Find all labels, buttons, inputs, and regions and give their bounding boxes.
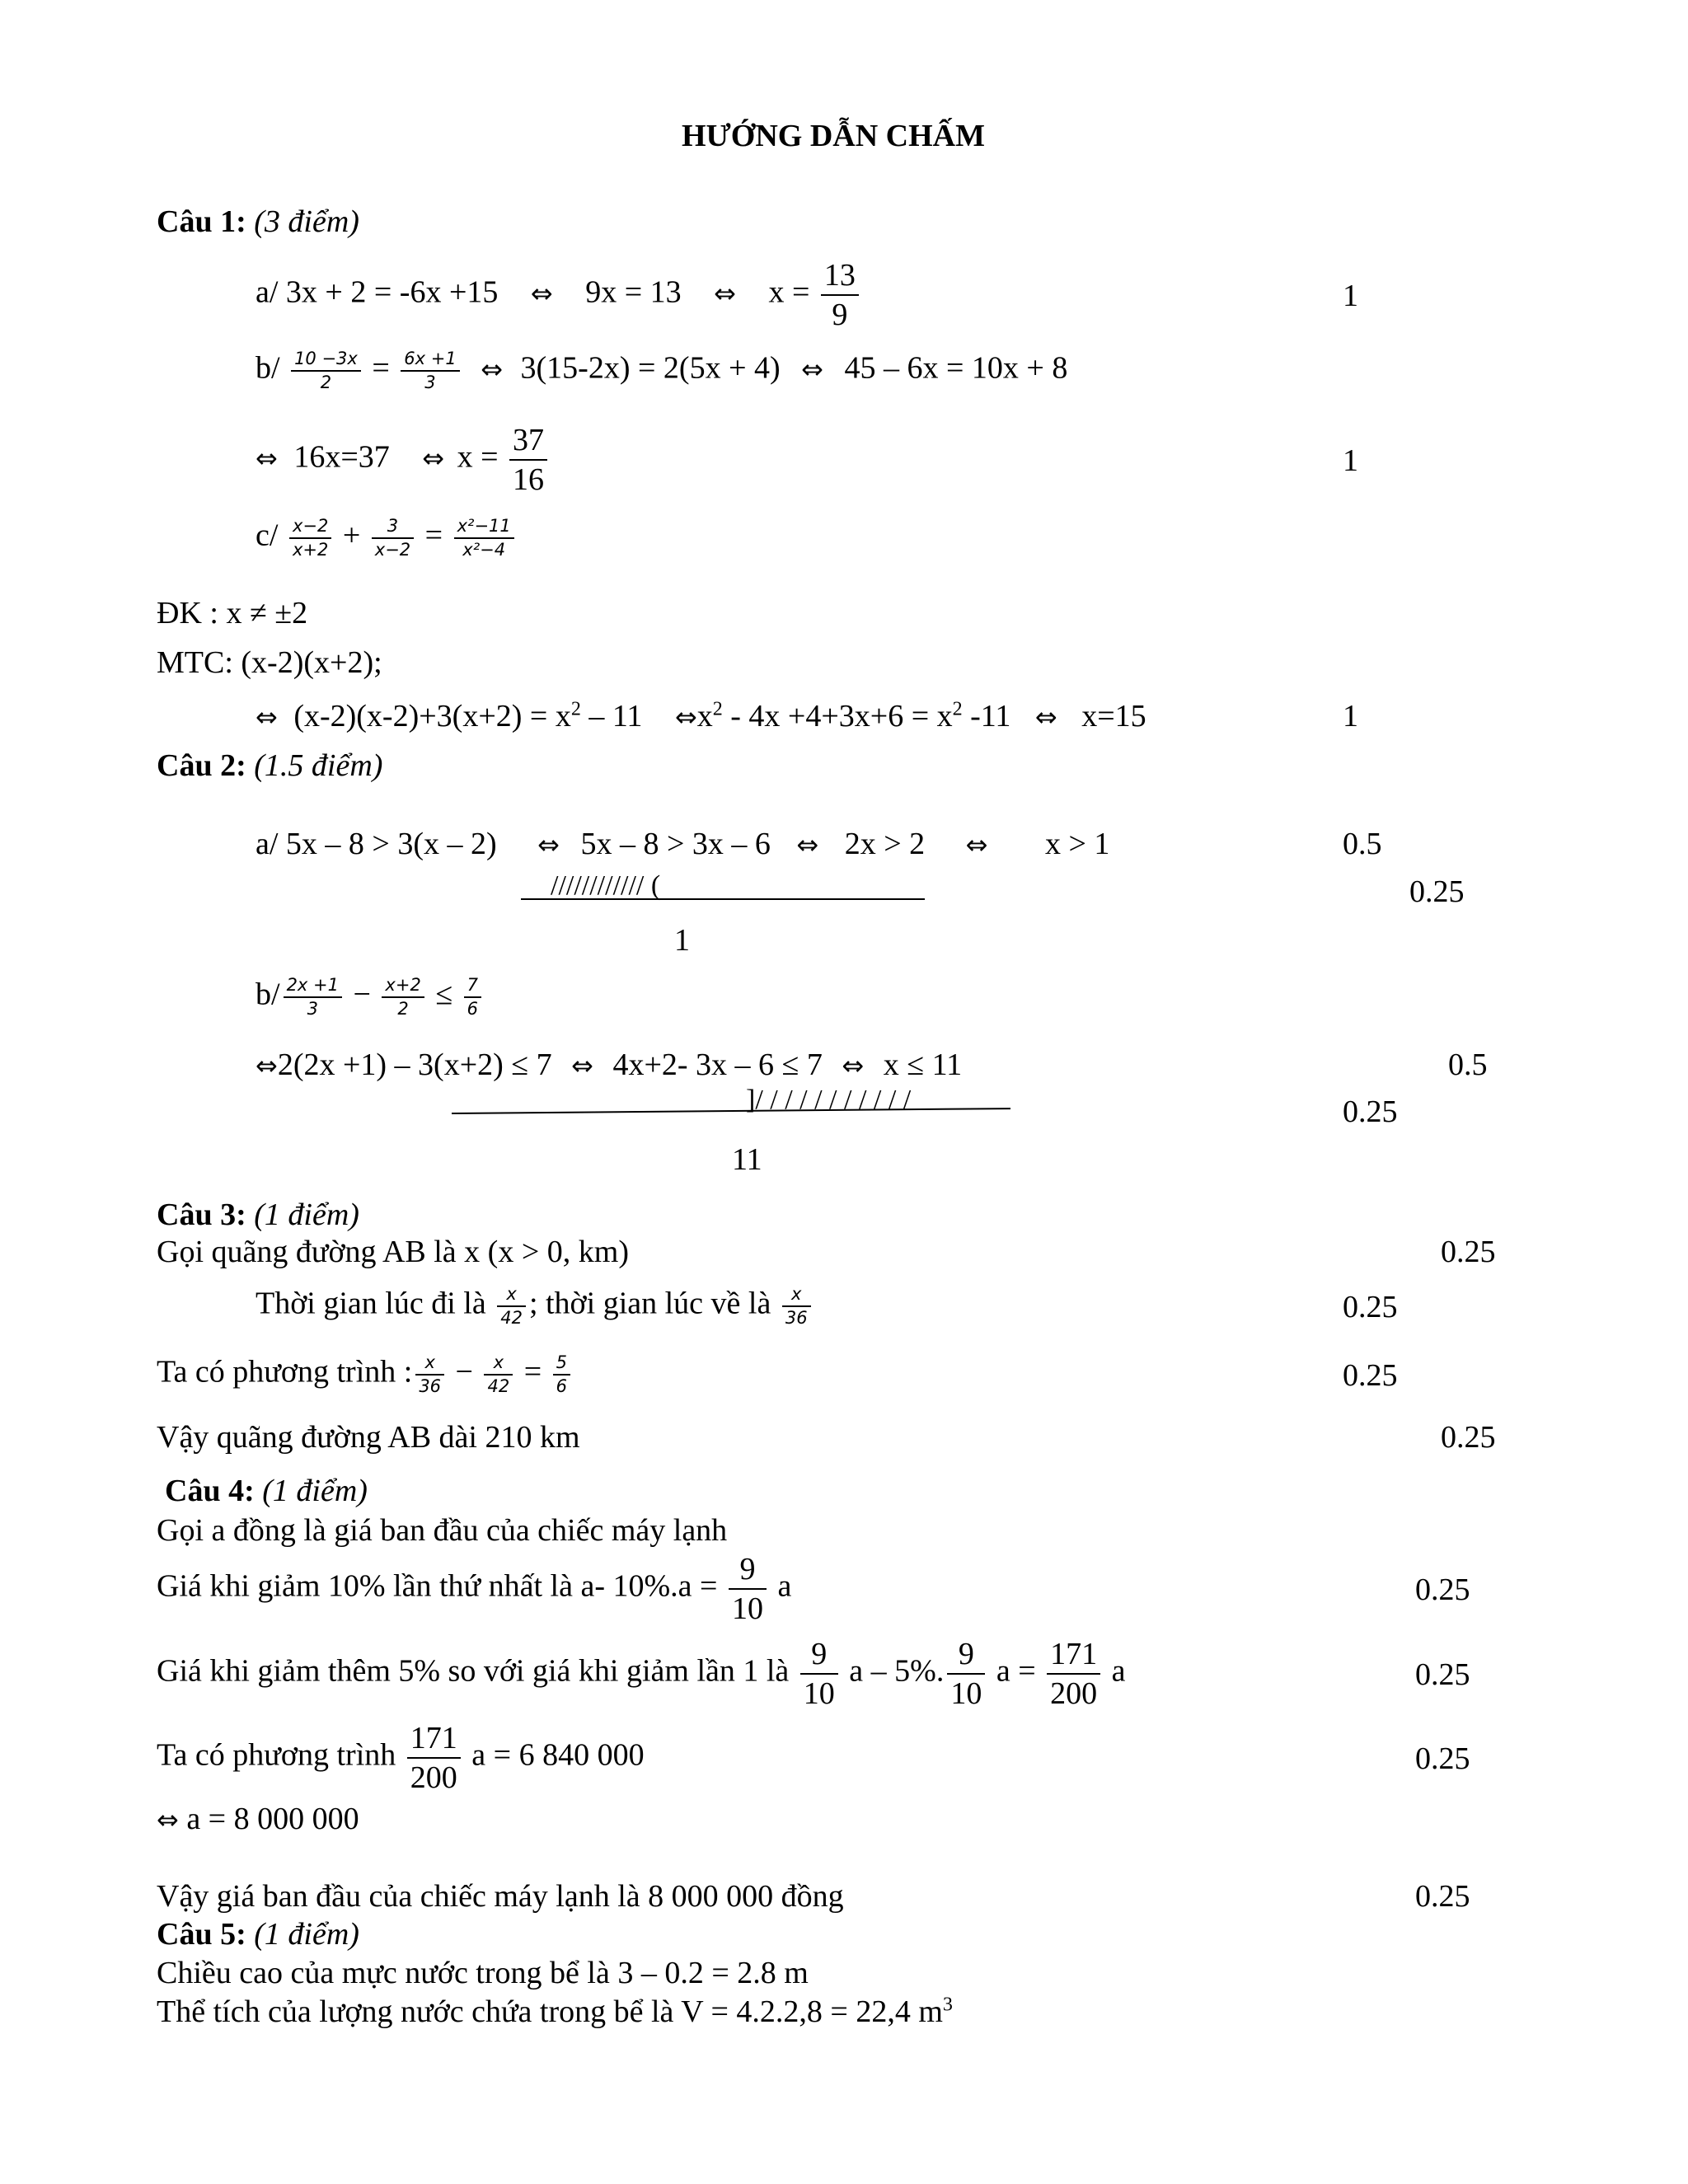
- q2-a-text2: 5x – 8 > 3x – 6: [580, 827, 771, 861]
- le-sign: ≤: [435, 977, 453, 1012]
- score-q4-3: 0.25: [1415, 1657, 1470, 1692]
- equivalence-arrow-icon: ⇔: [256, 701, 278, 733]
- q4-heading: [165, 1475, 368, 1507]
- number-line-tick-label: 1: [674, 923, 690, 958]
- q1-b-prefix: b/: [256, 350, 280, 386]
- equivalence-arrow-icon: ⇔: [256, 1050, 278, 1081]
- q2-a-line: [256, 828, 1109, 860]
- equivalence-arrow-icon: ⇔: [842, 1050, 865, 1081]
- q1-b2-text2: x =: [457, 439, 499, 475]
- q1-condition: ĐK : x ≠ ±2: [157, 596, 308, 630]
- q1-b2-line: [256, 424, 551, 495]
- q3-line-3: Ta có phương trình : $\frac{x}{36}$ − $\frac{x}{42}$ = $\frac{5}{6}$: [157, 1354, 574, 1395]
- fraction: $\frac{\text{x²−11}}{\text{x²−4}}$: [454, 518, 514, 559]
- q2-a-text3: 2x > 2: [844, 827, 926, 861]
- q2-b-line: [256, 977, 485, 1018]
- score-q1-a: 1: [1343, 279, 1358, 313]
- score-q2-a: 0.5: [1343, 827, 1382, 861]
- minus-sign: −: [353, 977, 371, 1012]
- q4-line-5: ⇔ a = 8 000 000: [157, 1802, 359, 1836]
- equivalence-arrow-icon: ⇔: [801, 353, 823, 385]
- fraction: $\frac{x+2}{2}$: [382, 977, 424, 1018]
- q1-b2-text1: 16x=37: [293, 439, 390, 475]
- q1-a-line: [256, 260, 862, 330]
- q2-a-text4: x > 1: [1044, 827, 1110, 861]
- score-q1-c: 1: [1343, 699, 1358, 733]
- q4-label: Câu 4:: [165, 1474, 255, 1508]
- fraction: $\frac{x}{36}$: [415, 1354, 444, 1395]
- equivalence-arrow-icon: ⇔: [537, 829, 560, 860]
- q3-line-4: Vậy quãng đường AB dài 210 km: [157, 1420, 580, 1455]
- score-q4-2: 0.25: [1415, 1572, 1470, 1607]
- q3-label: Câu 3:: [157, 1197, 246, 1232]
- q1-common-denominator: MTC: (x-2)(x+2);: [157, 645, 382, 680]
- q2-points: (1.5 điểm): [254, 748, 383, 783]
- score-q3-1: 0.25: [1441, 1235, 1496, 1269]
- number-line-hatch: ]/ / / / / / / / / / /: [746, 1085, 912, 1115]
- q1-b-line: [256, 350, 1067, 391]
- q1-c-prefix: c/: [256, 518, 279, 553]
- equivalence-arrow-icon: ⇔: [157, 1804, 179, 1835]
- equivalence-arrow-icon: ⇔: [1034, 701, 1057, 733]
- q5-line-2: Thể tích của lượng nước chứa trong bể là V = 4.2.2,8 = 22,4 $m^3$: [157, 1994, 953, 2029]
- q1-c2-line: ⇔ $(x-2)(x-2)+3(x+2) = x^2 - 11$ $\Leftrightarrow x^2 - 4x +4+3x+6 = x^2$ -11 ⇔ x=15: [256, 698, 1146, 733]
- q2-b-prefix: b/: [256, 977, 280, 1012]
- q2-label: Câu 2:: [157, 748, 246, 783]
- fraction: $\frac{10 -3x}{2}$: [291, 350, 361, 391]
- q1-c2-text3: x=15: [1081, 699, 1146, 733]
- number-line-hatch: //////////// (: [551, 870, 661, 901]
- q2-b2-text2: 4x+2- 3x – 6 ≤ 7: [612, 1047, 823, 1082]
- score-q4-4: 0.25: [1415, 1741, 1470, 1776]
- q3-line-1: Gọi quãng đường AB là x (x > 0, km): [157, 1235, 629, 1269]
- q1-c2-text2: x: [696, 699, 713, 733]
- q5-line-1: Chiều cao của mực nước trong bể là 3 – 0.2 = 2.8 m: [157, 1956, 809, 1990]
- minus-sign: −: [455, 1354, 473, 1390]
- q2-heading: [157, 750, 382, 781]
- q5-points: (1 điểm): [254, 1917, 359, 1952]
- fraction: $\frac{9}{10}$: [947, 1638, 985, 1709]
- equivalence-arrow-icon: ⇔: [714, 277, 736, 309]
- fraction: $\frac{9}{10}$: [800, 1638, 838, 1709]
- fraction: $\frac{171}{200}$: [1047, 1638, 1100, 1709]
- equivalence-arrow-icon: ⇔: [256, 442, 278, 474]
- q4-line-1: Gọi a đồng là giá ban đầu của chiếc máy lạnh: [157, 1513, 728, 1548]
- fraction: $\frac{171}{200}$: [407, 1722, 461, 1793]
- fraction: $\frac{x}{36}$: [782, 1286, 811, 1327]
- q1-a-text3: x =: [768, 274, 810, 310]
- fraction: $\frac{x}{42}$: [484, 1354, 513, 1395]
- score-q4-6: 0.25: [1415, 1879, 1470, 1914]
- plus-sign: +: [342, 518, 361, 553]
- q4-line-4: Ta có phương trình $\frac{171}{200}$ a = 6 840 000: [157, 1721, 645, 1795]
- q1-points: (3 điểm): [254, 204, 359, 239]
- fraction: $\frac{x}{42}$: [497, 1286, 526, 1327]
- equals-sign: =: [424, 518, 443, 553]
- equivalence-arrow-icon: ⇔: [422, 442, 445, 474]
- number-line-axis: [452, 1108, 1010, 1114]
- score-q3-4: 0.25: [1441, 1420, 1496, 1455]
- q3-heading: [157, 1199, 359, 1230]
- fraction: $\frac{5}{6}$: [553, 1354, 570, 1395]
- number-line-tick-label: 11: [732, 1142, 762, 1177]
- score-q1-b: 1: [1343, 443, 1358, 478]
- q2-b2-text1: 2(2x +1) – 3(x+2) ≤ 7: [277, 1047, 552, 1082]
- equals-sign: =: [372, 350, 390, 386]
- fraction: $\frac{37}{16}$: [509, 424, 547, 495]
- q1-c-line: [256, 518, 518, 559]
- score-q2-b: 0.5: [1448, 1047, 1488, 1082]
- q4-line-3: Giá khi giảm thêm 5% so với giá khi giảm lần 1 là $\frac{9}{10}$ a – 5%. $\frac{9}{10}$ a = $\frac{171}{200}$ a: [157, 1637, 1126, 1711]
- score-q2-b-graph: 0.25: [1343, 1094, 1398, 1129]
- q1-a-text2: 9x = 13: [585, 274, 682, 310]
- equivalence-arrow-icon: ⇔: [674, 701, 697, 733]
- fraction: $\frac{2x +1}{3}$: [284, 977, 342, 1018]
- equivalence-arrow-icon: ⇔: [571, 1050, 593, 1081]
- q1-a-text1: a/ 3x + 2 = -6x +15: [256, 274, 499, 310]
- q1-c2-text1: (x-2)(x-2)+3(x+2) = x: [293, 699, 571, 733]
- fraction: $\frac{7}{6}$: [464, 977, 481, 1018]
- page-title: HƯỚNG DẪN CHẤM: [682, 119, 985, 153]
- q3-points: (1 điểm): [254, 1197, 359, 1232]
- fraction: $\frac{6x +1}{3}$: [401, 350, 459, 391]
- q1-b-text2: 45 – 6x = 10x + 8: [844, 350, 1068, 386]
- q2-a-text1: a/ 5x – 8 > 3(x – 2): [256, 827, 497, 861]
- q4-points: (1 điểm): [262, 1474, 368, 1508]
- score-q3-3: 0.25: [1343, 1358, 1398, 1393]
- score-q2-a-graph: 0.25: [1409, 874, 1465, 909]
- fraction: $\frac{3}{x-2}$: [372, 518, 414, 559]
- fraction: $\frac{x-2}{x+2}$: [289, 518, 331, 559]
- fraction: $\frac{9}{10}$: [729, 1554, 767, 1624]
- equivalence-arrow-icon: ⇔: [530, 277, 553, 309]
- equivalence-arrow-icon: ⇔: [796, 829, 819, 860]
- score-q3-2: 0.25: [1343, 1290, 1398, 1324]
- equals-sign: =: [523, 1354, 542, 1390]
- q4-line-6: Vậy giá ban đầu của chiếc máy lạnh là 8 000 000 đồng: [157, 1879, 844, 1914]
- q2-b2-text3: x ≤ 11: [883, 1047, 963, 1082]
- q5-heading: [157, 1919, 359, 1950]
- q1-b-text1: 3(15-2x) = 2(5x + 4): [520, 350, 781, 386]
- fraction: $\frac{13}{9}$: [821, 260, 859, 330]
- q2-b2-line: [256, 1049, 962, 1080]
- equivalence-arrow-icon: ⇔: [965, 829, 988, 860]
- q1-heading: [157, 206, 359, 237]
- q5-label: Câu 5:: [157, 1917, 246, 1952]
- q4-line-2: Giá khi giảm 10% lần thứ nhất là a- 10%.a = $\frac{9}{10}$ a: [157, 1552, 792, 1626]
- q3-line-2: Thời gian lúc đi là $\frac{x}{42}$ ; thời gian lúc về là $\frac{x}{36}$: [256, 1286, 814, 1327]
- equivalence-arrow-icon: ⇔: [481, 353, 504, 385]
- q1-label: Câu 1:: [157, 204, 246, 239]
